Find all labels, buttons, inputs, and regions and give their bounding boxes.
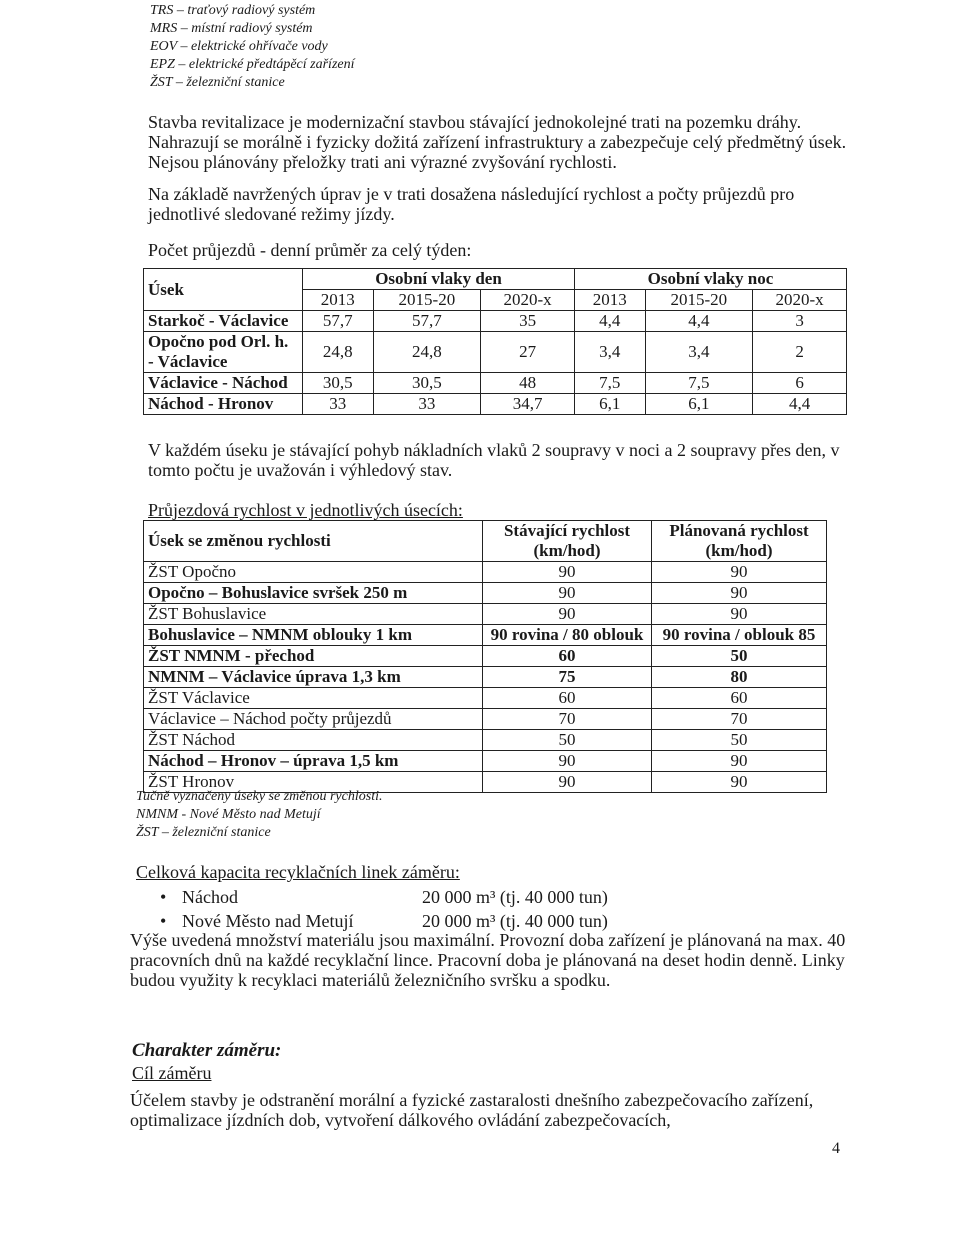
table-cell: 7,5 xyxy=(574,373,645,394)
table-cell: 48 xyxy=(481,373,575,394)
table-cell: 33 xyxy=(303,394,374,415)
column-header: 2015-20 xyxy=(645,290,753,311)
intro-paragraph: Stavba revitalizace je modernizační stavbou stávající jednokolejné trati na pozemku dráhy. Nahrazují se morálně i fyzicky dožitá zařízení infrastruktury a zabezpečuje celý předmětný úsek. Nejsou plánovány přeložky trati ani výrazné zvyšování rychlosti. xyxy=(148,112,847,172)
table-cell: 90 xyxy=(483,772,652,793)
row-label: ŽST Václavice xyxy=(144,688,483,709)
table-row xyxy=(144,688,827,709)
abbreviation-item: ŽST – železniční stanice xyxy=(150,75,285,90)
speed-table xyxy=(143,520,827,793)
abbreviation-item: TRS – traťový radiový systém xyxy=(150,3,316,18)
column-group-header: Osobní vlaky noc xyxy=(574,269,846,290)
table-cell: 6 xyxy=(753,373,847,394)
table-cell: 3,4 xyxy=(574,332,645,373)
row-label: ŽST Náchod xyxy=(144,730,483,751)
operating-paragraph: Výše uvedená množství materiálu jsou maximální. Provozní doba zařízení je plánovaná na max. 40 pracovních dnů na každé recyklační lince. Pracovní doba je plánovaná na deset hodin denně. Linky budou využity k recyklaci materiálů železničního svršku a spodku. xyxy=(130,930,846,990)
table-cell: 50 xyxy=(652,646,827,667)
note-item: NMNM - Nové Město nad Metují xyxy=(136,807,321,822)
table-cell: 4,4 xyxy=(645,311,753,332)
table-row xyxy=(144,394,847,415)
row-label: ŽST Hronov xyxy=(144,772,483,793)
capacity-value: 20 000 m³ (tj. 40 000 tun) xyxy=(422,887,608,907)
table-cell: 90 xyxy=(652,604,827,625)
capacity-value: 20 000 m³ (tj. 40 000 tun) xyxy=(422,911,608,931)
column-group-header: Osobní vlaky den xyxy=(303,269,575,290)
table-cell: 6,1 xyxy=(645,394,753,415)
row-label: Náchod – Hronov – úprava 1,5 km xyxy=(144,751,483,772)
capacity-list xyxy=(160,885,608,933)
speed-table-title: Průjezdová rychlost v jednotlivých úsecích: xyxy=(148,500,463,520)
table-cell: 90 xyxy=(652,772,827,793)
page-number: 4 xyxy=(832,1140,840,1157)
row-label: Václavice – Náchod počty průjezdů xyxy=(144,709,483,730)
table-cell: 90 xyxy=(652,751,827,772)
column-header: 2013 xyxy=(574,290,645,311)
table-row xyxy=(144,332,847,373)
table-cell: 70 xyxy=(483,709,652,730)
table-cell: 57,7 xyxy=(303,311,374,332)
table-cell: 90 xyxy=(483,604,652,625)
row-label: Náchod - Hronov xyxy=(144,394,303,415)
purpose-paragraph: Účelem stavby je odstranění morální a fyzické zastaralosti dnešního zabezpečovacího zařízení, optimalizace jízdních dob, vytvoření dálkového ovládání zabezpečovacích, xyxy=(130,1090,814,1130)
section-title: Charakter záměru: xyxy=(132,1040,282,1061)
table-notes xyxy=(136,788,382,842)
table-row xyxy=(144,646,827,667)
table-cell: 60 xyxy=(483,688,652,709)
capacity-name: Náchod xyxy=(182,887,238,907)
table-cell: 30,5 xyxy=(373,373,481,394)
table-cell: 7,5 xyxy=(645,373,753,394)
table-cell: 34,7 xyxy=(481,394,575,415)
list-item xyxy=(160,885,608,909)
table-row xyxy=(144,667,827,688)
table-cell: 6,1 xyxy=(574,394,645,415)
abbreviation-item: EOV – elektrické ohřívače vody xyxy=(150,39,328,54)
subsection-title: Cíl záměru xyxy=(132,1063,212,1083)
column-header: Plánovaná rychlost (km/hod) xyxy=(652,521,827,562)
table-header-row xyxy=(144,269,847,290)
column-header: 2020-x xyxy=(481,290,575,311)
table-cell: 90 xyxy=(652,562,827,583)
freight-paragraph: V každém úseku je stávající pohyb nákladních vlaků 2 soupravy v noci a 2 soupravy přes den, v tomto počtu je uvažován i výhledový stav. xyxy=(148,440,840,480)
table-cell: 57,7 xyxy=(373,311,481,332)
table-cell: 90 xyxy=(483,583,652,604)
note-item: Tučně vyznačeny úseky se změnou rychlosti. xyxy=(136,789,383,804)
table-cell: 35 xyxy=(481,311,575,332)
table-row xyxy=(144,709,827,730)
column-header: 2013 xyxy=(303,290,374,311)
table-row xyxy=(144,751,827,772)
abbreviation-item: MRS – místní radiový systém xyxy=(150,21,313,36)
row-label: Bohuslavice – NMNM oblouky 1 km xyxy=(144,625,483,646)
table-cell: 30,5 xyxy=(303,373,374,394)
table-row xyxy=(144,730,827,751)
table-row xyxy=(144,562,827,583)
table-cell: 4,4 xyxy=(574,311,645,332)
column-header: 2015-20 xyxy=(373,290,481,311)
capacity-name: Nové Město nad Metují xyxy=(182,911,354,931)
capacity-title: Celková kapacita recyklačních linek záměru: xyxy=(136,862,460,882)
table-cell: 3,4 xyxy=(645,332,753,373)
table-row xyxy=(144,583,827,604)
column-header: Stávající rychlost (km/hod) xyxy=(483,521,652,562)
row-label: Václavice - Náchod xyxy=(144,373,303,394)
table-cell: 2 xyxy=(753,332,847,373)
table-header-row xyxy=(144,521,827,562)
table-row xyxy=(144,604,827,625)
table-row xyxy=(144,625,827,646)
traffic-table-title: Počet průjezdů - denní průměr za celý týden: xyxy=(148,240,472,260)
column-header: 2020-x xyxy=(753,290,847,311)
table-cell: 60 xyxy=(652,688,827,709)
table-cell: 27 xyxy=(481,332,575,373)
traffic-table xyxy=(143,268,847,415)
table-row xyxy=(144,311,847,332)
table-cell: 50 xyxy=(483,730,652,751)
bullet-icon: • xyxy=(160,887,167,907)
note-item: ŽST – železniční stanice xyxy=(136,825,271,840)
abbreviation-item: EPZ – elektrické předtápěcí zařízení xyxy=(150,57,355,72)
table-cell: 3 xyxy=(753,311,847,332)
table-cell: 90 rovina / oblouk 85 xyxy=(652,625,827,646)
table-cell: 90 rovina / 80 oblouk xyxy=(483,625,652,646)
row-label: ŽST Bohuslavice xyxy=(144,604,483,625)
table-cell: 24,8 xyxy=(373,332,481,373)
table-cell: 24,8 xyxy=(303,332,374,373)
table-cell: 4,4 xyxy=(753,394,847,415)
table-cell: 75 xyxy=(483,667,652,688)
row-label: Opočno – Bohuslavice svršek 250 m xyxy=(144,583,483,604)
abbreviation-list xyxy=(150,2,355,92)
table-cell: 70 xyxy=(652,709,827,730)
table-cell: 80 xyxy=(652,667,827,688)
column-header: Úsek xyxy=(144,269,303,311)
row-label: NMNM – Václavice úprava 1,3 km xyxy=(144,667,483,688)
column-header: Úsek se změnou rychlosti xyxy=(144,521,483,562)
table-cell: 90 xyxy=(483,751,652,772)
table-cell: 90 xyxy=(652,583,827,604)
table-cell: 33 xyxy=(373,394,481,415)
row-label: Opočno pod Orl. h. - Václavice xyxy=(144,332,303,373)
table-row xyxy=(144,373,847,394)
row-label: ŽST NMNM - přechod xyxy=(144,646,483,667)
table-cell: 60 xyxy=(483,646,652,667)
speed-intro-paragraph: Na základě navržených úprav je v trati dosažena následující rychlost a počty průjezdů pro jednotlivé sledované režimy jízdy. xyxy=(148,184,795,224)
bullet-icon: • xyxy=(160,911,167,931)
table-cell: 50 xyxy=(652,730,827,751)
row-label: ŽST Opočno xyxy=(144,562,483,583)
row-label: Starkoč - Václavice xyxy=(144,311,303,332)
table-cell: 90 xyxy=(483,562,652,583)
